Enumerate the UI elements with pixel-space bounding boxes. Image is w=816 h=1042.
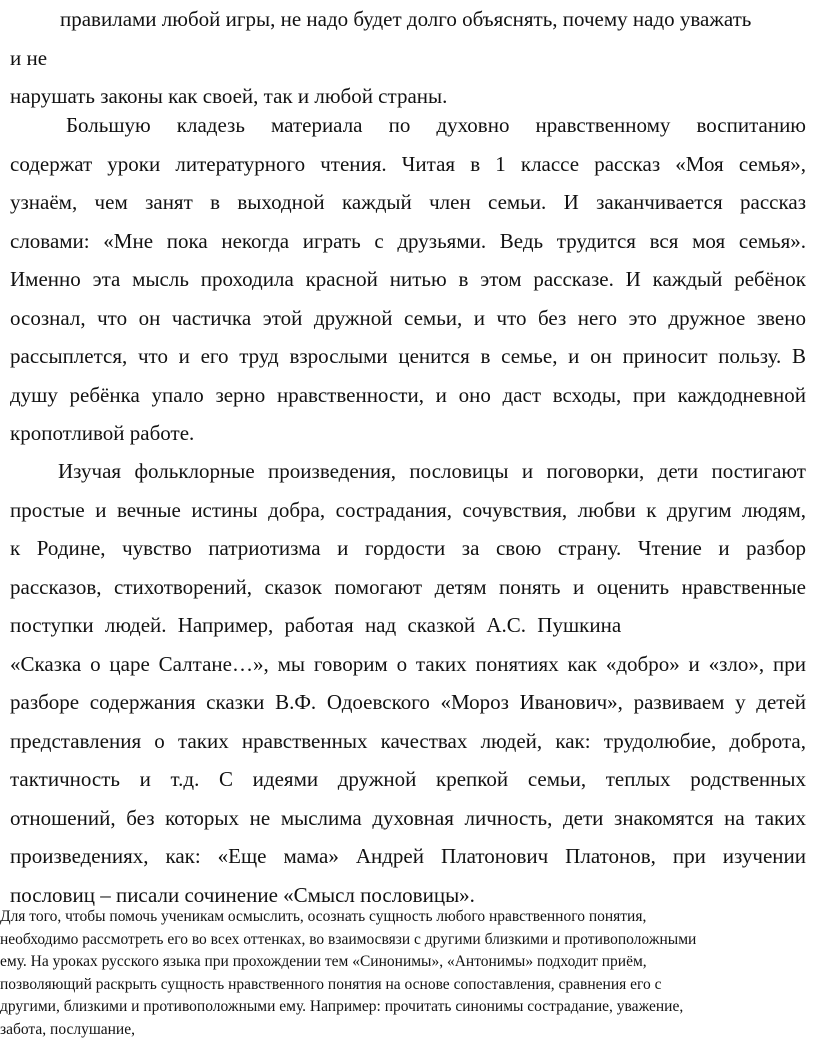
text-line: осознал, что он частичка этой дружной семьи, и что без него это дружное звено bbox=[10, 305, 806, 330]
text-line: нарушать законы как своей, так и любой страны. bbox=[10, 84, 448, 108]
text-line: душу ребёнка упало зерно нравственности, и оно даст всходы, при каждодневной bbox=[10, 382, 806, 407]
text-line: необходимо рассмотреть его во всех оттенках, во взаимосвязи с другими близкими и противоположными bbox=[0, 930, 697, 948]
text-line: забота, послушание, bbox=[0, 1020, 135, 1038]
text-line: разборе содержания сказки В.Ф. Одоевского «Мороз Иванович», развиваем у детей bbox=[10, 690, 806, 714]
text-line: отношений, без которых не мыслима духовная личность, дети знакомятся на таких bbox=[10, 805, 806, 830]
paragraph-literary-reading bbox=[10, 106, 806, 453]
text-line: и не bbox=[10, 45, 48, 70]
text-line: Именно эта мысль проходила красной нитью в этом рассказе. И каждый ребёнок bbox=[10, 267, 806, 291]
text-line: поступки людей. Например, работая над сказкой А.С. Пушкина bbox=[10, 613, 622, 637]
text-line: представления о таких нравственных качествах людей, как: трудолюбие, доброта, bbox=[10, 728, 806, 753]
paragraph-intro bbox=[10, 0, 806, 116]
text-line: ему. На уроках русского языка при прохождении тем «Синонимы», «Антонимы» подходит приём, bbox=[0, 953, 647, 970]
text-line: словами: «Мне пока некогда играть с друзьями. Ведь трудится вся моя семья». bbox=[10, 228, 806, 253]
paragraph-russian-language bbox=[0, 906, 812, 1041]
text-line: простые и вечные истины добра, сострадания, сочувствия, любви к другим людям, bbox=[10, 497, 806, 522]
text-line: к Родине, чувство патриотизма и гордости за свою страну. Чтение и разбор bbox=[10, 536, 806, 560]
text-line: пословиц – писали сочинение «Смысл пословицы». bbox=[10, 882, 475, 907]
text-line: позволяющий раскрыть сущность нравственного понятия на основе сопоставления, сравнения его с bbox=[0, 975, 662, 993]
text-line: произведениях, как: «Еще мама» Андрей Платонович Платонов, при изучении bbox=[10, 844, 806, 868]
text-line: Большую кладезь материала по духовно нравственному воспитанию bbox=[66, 113, 806, 137]
text-line: содержат уроки литературного чтения. Читая в 1 классе рассказ «Моя семья», bbox=[10, 151, 806, 176]
text-line: правилами любой игры, не надо будет долго объяснять, почему надо уважать bbox=[60, 7, 752, 31]
text-line: Изучая фольклорные произведения, пословицы и поговорки, дети постигают bbox=[58, 459, 806, 483]
text-line: «Сказка о царе Салтане…», мы говорим о таких понятиях как «добро» и «зло», при bbox=[10, 651, 806, 676]
text-line: другими, близкими и противоположными ему. Например: прочитать синонимы сострадание, уважение, bbox=[0, 998, 684, 1015]
text-line: кропотливой работе. bbox=[10, 421, 195, 445]
text-line: тактичность и т.д. С идеями дружной крепкой семьи, теплых родственных bbox=[10, 767, 806, 791]
text-line: Для того, чтобы помочь ученикам осмыслить, осознать сущность любого нравственного понятия, bbox=[0, 908, 647, 925]
text-line: рассказов, стихотворений, сказок помогают детям понять и оценить нравственные bbox=[10, 574, 806, 599]
paragraph-folklore bbox=[10, 452, 806, 914]
text-line: рассыплется, что и его труд взрослыми ценится в семье, и он приносит пользу. В bbox=[10, 344, 806, 368]
text-line: узнаём, чем занят в выходной каждый член семьи. И заканчивается рассказ bbox=[10, 190, 806, 214]
